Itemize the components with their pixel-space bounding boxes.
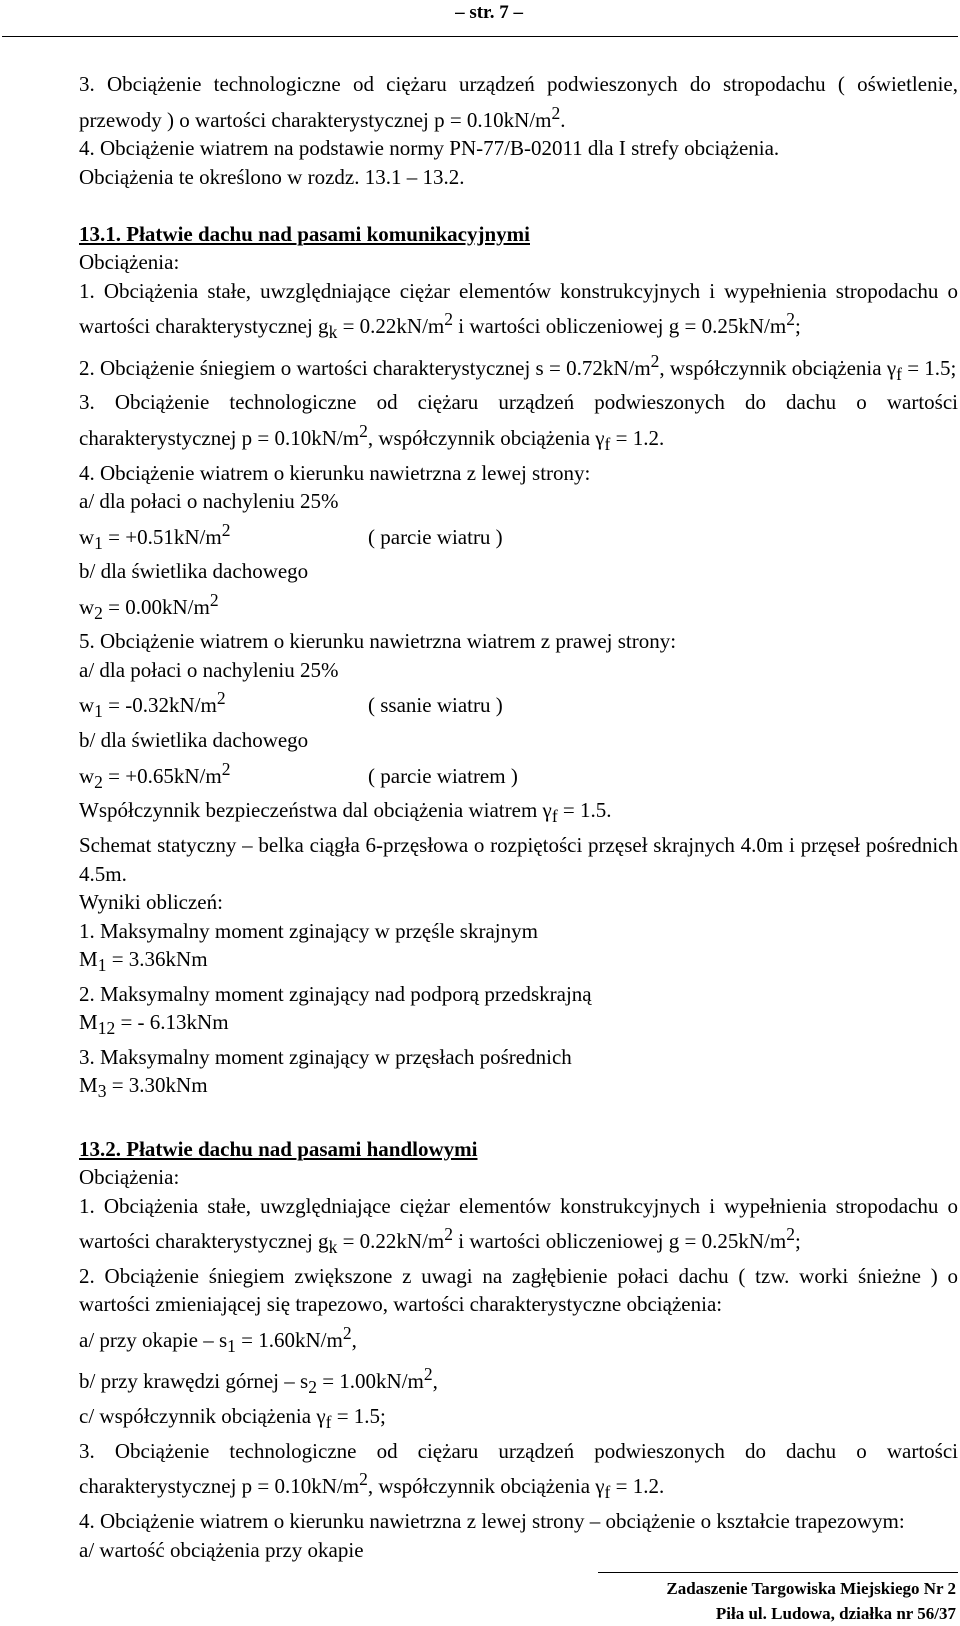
load-item-5: 5. Obciążenie wiatrem o kierunku nawietrzna wiatrem z prawej strony: xyxy=(79,629,677,654)
section-title-13-1: 13.1. Płatwie dachu nad pasami komunikacyjnymi xyxy=(79,221,530,246)
section-title-13-2: 13.2. Płatwie dachu nad pasami handlowymi xyxy=(79,1136,478,1161)
loads-label-2: Obciążenia: xyxy=(79,1165,180,1190)
s2-load-item-3: 3. Obciążenie technologiczne od ciężaru urządzeń podwieszonych do dachu o wartości charakterystycznej $p = 0.10kN/m^2$, współczynnik obciążenia $\gamma_f = 1.2$. xyxy=(79,1438,958,1503)
load-item-4: 4. Obciążenie wiatrem o kierunku nawietrzna z lewej strony: xyxy=(79,460,591,485)
result-1-title: 1. Maksymalny moment zginający w przęśle skrajnym xyxy=(79,918,538,943)
result-3-title: 3. Maksymalny moment zginający w przęsłach pośrednich xyxy=(79,1044,572,1069)
load-item-5b: b/ dla świetlika dachowego xyxy=(79,728,309,753)
intro-item-4: 4. Obciążenie wiatrem na podstawie normy PN-77/B-02011 dla I strefy obciążenia. xyxy=(79,136,780,160)
result-2-title: 2. Maksymalny moment zginający nad podporą przedskrajną xyxy=(79,981,592,1006)
s2-load-item-2b: b/ przy krawędzi górnej – $s_2 = 1.00kN/m^2$, xyxy=(79,1364,438,1398)
result-2-value: $M_{12}$ = - 6.13kNm xyxy=(79,1010,229,1039)
result-3-value: $M_3 = 3.30kNm$ xyxy=(79,1073,208,1102)
intro-item-3: 3. Obciążenie technologiczne od ciężaru urządzeń podwieszonych do stropodachu ( oświetlenie, przewody ) o wartości charakterystycznej $p = 0.10kN/m^2$. xyxy=(79,72,958,132)
s2-load-item-1: 1. Obciążenia stałe, uwzględniające ciężar elementów konstrukcyjnych i wypełnienia stropodachu o wartości charakterystycznej $g_k = 0.22kN/m^2$ i wartości obliczeniowej $g = 0.25kN/m^2$; xyxy=(79,1193,958,1258)
footer-line-2: Piła ul. Ludowa, działka nr 56/37 xyxy=(715,1604,956,1623)
page-number: – str. 7 – xyxy=(455,2,523,23)
load-item-4-w1: $w_1 = +0.51kN/m^2$ ( parcie wiatru ) xyxy=(79,519,503,553)
document-body xyxy=(4,70,958,1564)
load-item-4-w2: $w_2 = 0.00kN/m^2$ xyxy=(79,589,219,623)
load-item-4a: a/ dla połaci o nachyleniu 25% xyxy=(79,489,339,514)
footer-rule xyxy=(598,1572,958,1573)
footer-line-1: Zadaszenie Targowiska Miejskiego Nr 2 xyxy=(666,1579,956,1598)
header-rule xyxy=(2,36,958,37)
intro-item-4b: Obciążenia te określono w rozdz. 13.1 – 13.2. xyxy=(79,164,465,189)
load-item-5-w1: $w_1 = -0.32kN/m^2$ ( ssanie wiatru ) xyxy=(79,688,503,722)
results-label: Wyniki obliczeń: xyxy=(79,890,223,914)
safety-factor: Współczynnik bezpieczeństwa dal obciążenia wiatrem $\gamma_f = 1.5$. xyxy=(79,798,612,827)
s2-load-item-2: 2. Obciążenie śniegiem zwiększone z uwagi na zagłębienie połaci dachu ( tzw. worki śnieżne ) o wartości zmieniającej się trapezowo, wartości charakterystyczne obciążenia: xyxy=(79,1263,958,1317)
load-item-5a: a/ dla połaci o nachyleniu 25% xyxy=(79,657,339,682)
load-item-5-w2: $w_2 = +0.65kN/m^2$ ( parcie wiatrem ) xyxy=(79,758,518,792)
footer xyxy=(666,1576,956,1626)
s2-load-item-2c: c/ współczynnik obciążenia $\gamma_f = 1.5$; xyxy=(79,1404,386,1433)
s2-load-item-2a: a/ przy okapie – $s_1 = 1.60kN/m^2$, xyxy=(79,1322,357,1356)
result-1-value: $M_1 = 3.36kNm$ xyxy=(79,947,208,976)
s2-load-item-4: 4. Obciążenie wiatrem o kierunku nawietrzna z lewej strony – obciążenie o kształcie trapezowym: xyxy=(79,1509,905,1533)
load-item-3: 3. Obciążenie technologiczne od ciężaru urządzeń podwieszonych do dachu o wartości charakterystycznej $p = 0.10kN/m^2$, współczynnik obciążenia $\gamma_f = 1.2$. xyxy=(79,390,958,455)
static-scheme: Schemat statyczny – belka ciągła 6-przęsłowa o rozpiętości przęseł skrajnych 4.0m i przęseł pośrednich 4.5m. xyxy=(79,833,958,886)
loads-label: Obciążenia: xyxy=(79,250,180,274)
load-item-4b: b/ dla świetlika dachowego xyxy=(79,559,309,584)
s2-load-item-4a: a/ wartość obciążenia przy okapie xyxy=(79,1537,364,1562)
load-item-2: 2. Obciążenie śniegiem o wartości charakterystycznej $s = 0.72kN/m^2$, współczynnik obciążenia $\gamma_f = 1.5$; xyxy=(79,350,957,384)
load-item-1: 1. Obciążenia stałe, uwzględniające ciężar elementów konstrukcyjnych i wypełnienia stropodachu o wartości charakterystycznej $g_k = 0.22kN/m^2$ i wartości obliczeniowej $g = 0.25kN/m^2$; xyxy=(79,278,958,343)
